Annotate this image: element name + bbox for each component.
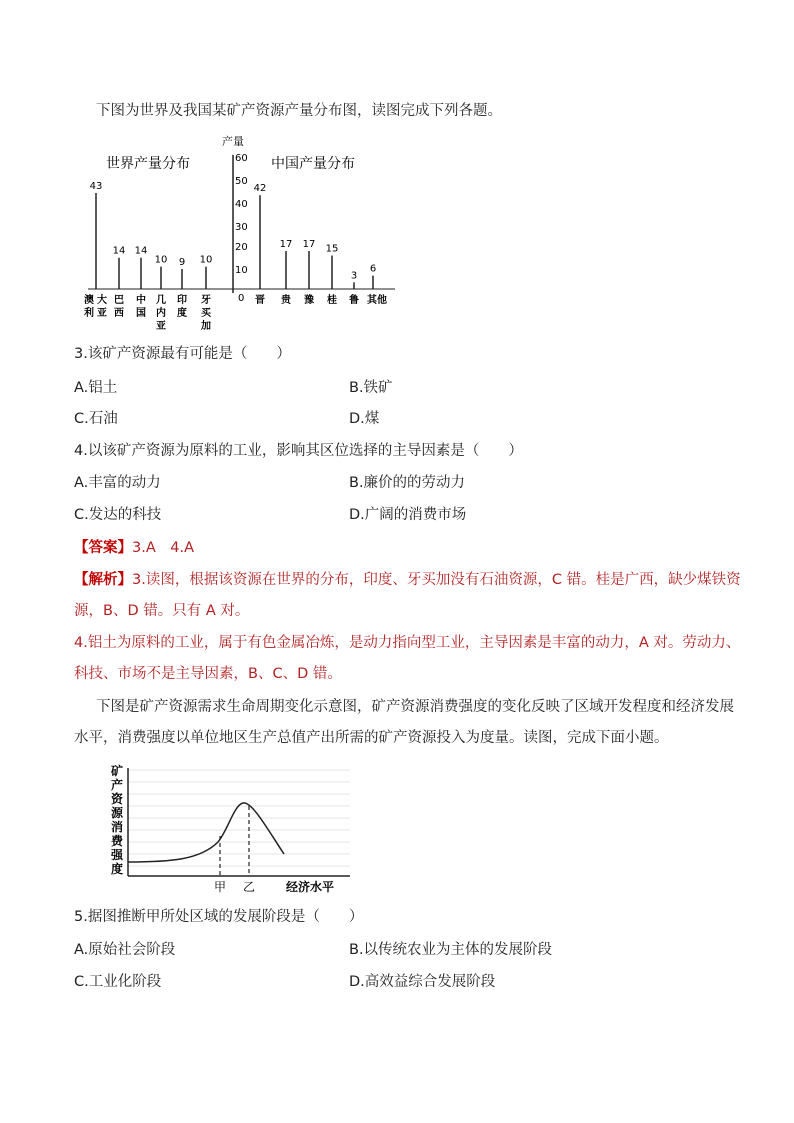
ylabel-char: 消 bbox=[111, 820, 124, 834]
category-label: 西 bbox=[114, 308, 124, 319]
y-axis-label bbox=[110, 763, 124, 876]
analysis-line-1 bbox=[74, 570, 741, 590]
analysis-text-1: 3.读图，根据该资源在世界的分布，印度、牙买加没有石油资源，C 错。桂是广西，缺少煤铁资 bbox=[132, 572, 741, 588]
y-tick: 50 bbox=[235, 176, 248, 187]
y-axis-label: 产量 bbox=[222, 135, 244, 148]
category-label: 亚 bbox=[97, 308, 107, 319]
q4-option-d[interactable]: D.广阔的消费市场 bbox=[349, 507, 467, 523]
category-label: 利 bbox=[84, 308, 94, 319]
q3-stem: 3.该矿产资源最有可能是（ ） bbox=[74, 346, 291, 362]
q5-option-a[interactable]: A.原始社会阶段 bbox=[74, 942, 176, 958]
q5-option-c[interactable]: C.工业化阶段 bbox=[74, 974, 162, 990]
q3-option-a[interactable]: A.铝土 bbox=[74, 380, 118, 396]
y-tick: 10 bbox=[235, 265, 248, 276]
x-axis-label: 经济水平 bbox=[286, 880, 335, 894]
q5-option-b[interactable]: B.以传统农业为主体的发展阶段 bbox=[349, 942, 553, 958]
ylabel-char: 强 bbox=[111, 848, 124, 862]
bar-value-label: 10 bbox=[154, 254, 168, 266]
bar-value-label: 42 bbox=[253, 183, 267, 195]
marker-a-label: 甲 bbox=[214, 880, 227, 894]
analysis-line-4: 科技、市场不是主导因素，B、C、D 错。 bbox=[74, 666, 342, 682]
bar-value-label: 3 bbox=[350, 270, 358, 282]
bar-value-label: 6 bbox=[369, 263, 377, 275]
category-label: 巴 bbox=[114, 295, 124, 306]
category-label: 亚 bbox=[156, 321, 166, 332]
bar-value-label: 43 bbox=[89, 180, 103, 192]
y-tick: 60 bbox=[235, 153, 248, 164]
world-category-labels bbox=[83, 293, 212, 332]
category-label: 其他 bbox=[367, 295, 387, 306]
category-label: 买 bbox=[201, 308, 211, 319]
bar-value-label: 9 bbox=[178, 256, 186, 268]
y-tick: 40 bbox=[235, 199, 248, 210]
q4-stem: 4.以该矿产资源为原料的工业，影响其区位选择的主导因素是（ ） bbox=[74, 443, 523, 459]
marker-b-label: 乙 bbox=[243, 880, 256, 894]
analysis-line-2: 源，B、D 错。只有 A 对。 bbox=[74, 603, 250, 619]
bar-value-label: 15 bbox=[325, 243, 339, 255]
category-label: 印 bbox=[177, 295, 187, 306]
answer-text: 3.A 4.A bbox=[132, 540, 195, 556]
ylabel-char: 产 bbox=[111, 778, 124, 792]
china-title: 中国产量分布 bbox=[271, 156, 355, 172]
world-title: 世界产量分布 bbox=[106, 156, 190, 172]
category-label: 国 bbox=[136, 308, 146, 319]
q3-option-d[interactable]: D.煤 bbox=[349, 411, 380, 427]
ylabel-char: 费 bbox=[111, 834, 124, 848]
lifecycle-curve-chart bbox=[100, 760, 360, 900]
production-bar-chart bbox=[80, 133, 420, 333]
category-label: 加 bbox=[201, 321, 211, 332]
q3-option-c[interactable]: C.石油 bbox=[74, 411, 118, 427]
category-label: 鲁 bbox=[349, 295, 359, 306]
bar-value-label: 17 bbox=[279, 239, 293, 251]
answer-line bbox=[74, 538, 194, 558]
y-tick: 0 bbox=[238, 293, 245, 304]
bar-value-label: 14 bbox=[112, 245, 126, 257]
y-tick: 30 bbox=[235, 222, 248, 233]
q4-option-a[interactable]: A.丰富的动力 bbox=[74, 475, 161, 491]
ylabel-char: 度 bbox=[111, 862, 124, 876]
q4-option-c[interactable]: C.发达的科技 bbox=[74, 507, 162, 523]
q3-option-b[interactable]: B.铁矿 bbox=[349, 380, 393, 396]
ylabel-char: 资 bbox=[111, 792, 124, 806]
category-label: 度 bbox=[177, 308, 187, 319]
ylabel-char: 源 bbox=[111, 806, 124, 820]
category-label: 大 bbox=[97, 295, 107, 306]
bar-value-label: 10 bbox=[199, 254, 213, 266]
category-label: 几 bbox=[156, 295, 166, 306]
category-label: 晋 bbox=[255, 295, 265, 306]
bar-value-label: 17 bbox=[302, 239, 316, 251]
q5-stem: 5.据图推断甲所处区域的发展阶段是（ ） bbox=[74, 909, 364, 925]
category-label: 内 bbox=[156, 308, 166, 319]
curve-chart-grid bbox=[128, 770, 350, 866]
q5-option-d[interactable]: D.高效益综合发展阶段 bbox=[349, 974, 496, 990]
category-label: 贵 bbox=[281, 295, 291, 306]
world-bars bbox=[90, 181, 213, 289]
analysis-key: 【解析】 bbox=[74, 572, 132, 588]
intro-text-2a: 下图是矿产资源需求生命周期变化示意图，矿产资源消费强度的变化反映了区域开发程度和经济发展 bbox=[96, 699, 734, 715]
bar-value-label: 14 bbox=[134, 245, 148, 257]
china-bars bbox=[254, 183, 377, 289]
category-label: 牙 bbox=[201, 295, 211, 306]
china-category-labels bbox=[255, 293, 387, 306]
y-ticks bbox=[235, 153, 248, 304]
answer-key: 【答案】 bbox=[74, 540, 132, 556]
intro-text-2b: 水平，消费强度以单位地区生产总值产出所需的矿产资源投入为度量。读图，完成下面小题。 bbox=[74, 730, 669, 746]
category-label: 豫 bbox=[304, 295, 314, 306]
q4-option-b[interactable]: B.廉价的的劳动力 bbox=[349, 475, 466, 491]
category-label: 澳 bbox=[84, 295, 94, 306]
demand-curve bbox=[128, 803, 284, 862]
y-tick: 20 bbox=[235, 242, 248, 253]
category-label: 中 bbox=[136, 295, 146, 306]
category-label: 桂 bbox=[327, 295, 337, 306]
intro-text-1: 下图为世界及我国某矿产资源产量分布图，读图完成下列各题。 bbox=[96, 103, 502, 119]
analysis-line-3: 4.铝土为原料的工业，属于有色金属冶炼，是动力指向型工业，主导因素是丰富的动力，A 对。劳动力、 bbox=[74, 635, 741, 651]
ylabel-char: 矿 bbox=[111, 764, 124, 778]
